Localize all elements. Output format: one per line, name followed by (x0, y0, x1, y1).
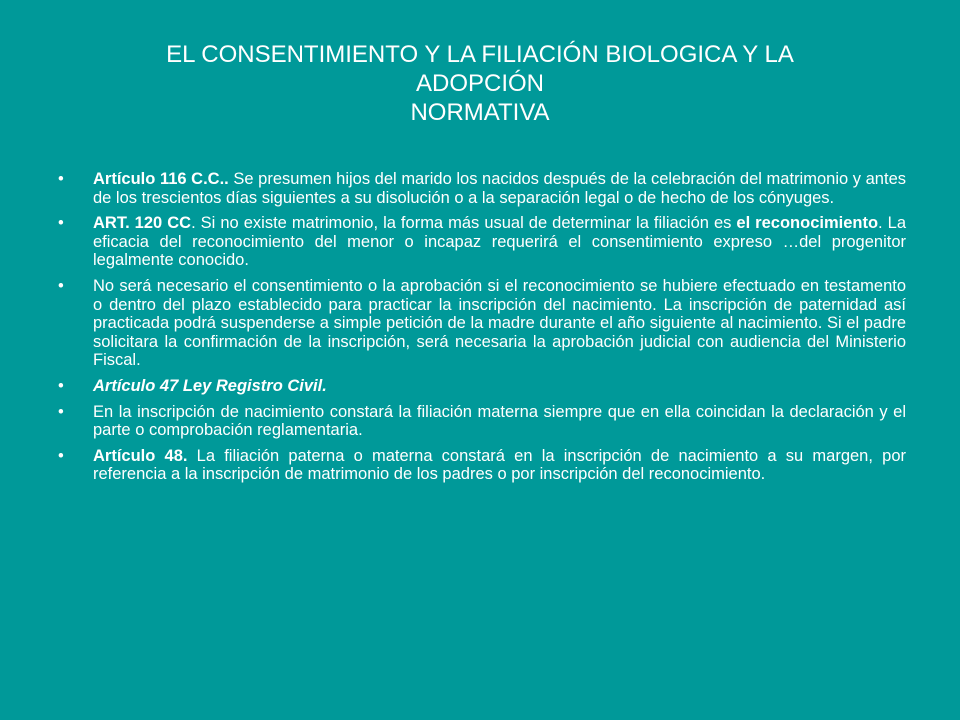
bullet-icon: • (58, 170, 64, 188)
item-text: . La eficacia del reconocimiento del menor o incapaz requerirá el consentimiento expreso …del progenitor legalmente conocido. (93, 214, 907, 270)
article-reference: ART. 120 CC (93, 214, 192, 233)
item-text: No será necesario el consentimiento o la aprobación si el reconocimiento se hubiere efectuado en testamento o dentro del plazo establecido para practicar la inscripción del nacimiento. La inscripción de paternidad así practicada podrá suspenderse a simple petición de la madre durante el año siguiente al nacimiento. Si el padre solicitara la confirmación de la inscripción, será necesaria la aprobación judicial con audiencia del Ministerio Fiscal. (93, 276, 906, 370)
title-line-3: NORMATIVA (410, 99, 550, 126)
emphasis-text: el reconocimiento (736, 214, 879, 233)
bullet-item-articulo-48 (58, 447, 906, 484)
item-text: En la inscripción de nacimiento constará la filiación materna siempre que en ella coincidan la declaración y el parte o comprobación reglamentaria. (93, 402, 906, 440)
bullet-icon: • (58, 402, 64, 421)
bullet-item-articulo-47 (58, 377, 906, 396)
article-reference: Artículo 47 Ley Registro Civil. (93, 376, 327, 395)
bullet-icon: • (58, 376, 64, 395)
bullet-list (58, 170, 906, 491)
title-line-1: EL CONSENTIMIENTO Y LA FILIACIÓN BIOLOGICA Y LA (166, 41, 794, 68)
bullet-icon: • (58, 214, 64, 233)
bullet-item-inscripcion-nacimiento (58, 403, 906, 440)
item-text: La filiación paterna o materna constará en la inscripción de nacimiento a su margen, por referencia a la inscripción de matrimonio de los padres o por inscripción del reconocimiento. (93, 446, 906, 484)
item-text: . Si no existe matrimonio, la forma más usual de determinar la filiación es (191, 214, 737, 233)
item-text: Se presumen hijos del marido los nacidos después de la celebración del matrimonio y antes de los trescientos días siguientes a su disolución o a la separación legal o de hecho de los cónyuges. (93, 170, 906, 207)
bullet-icon: • (58, 276, 64, 295)
bullet-item-no-sera-necesario (58, 277, 906, 370)
bullet-icon: • (58, 446, 64, 465)
bullet-item-articulo-116 (58, 170, 906, 207)
article-reference: Artículo 48. (93, 446, 188, 465)
bullet-item-art-120 (58, 214, 906, 270)
article-reference: Artículo 116 C.C.. (93, 170, 229, 188)
title-line-2: ADOPCIÓN (415, 70, 544, 97)
slide-title (80, 40, 880, 127)
